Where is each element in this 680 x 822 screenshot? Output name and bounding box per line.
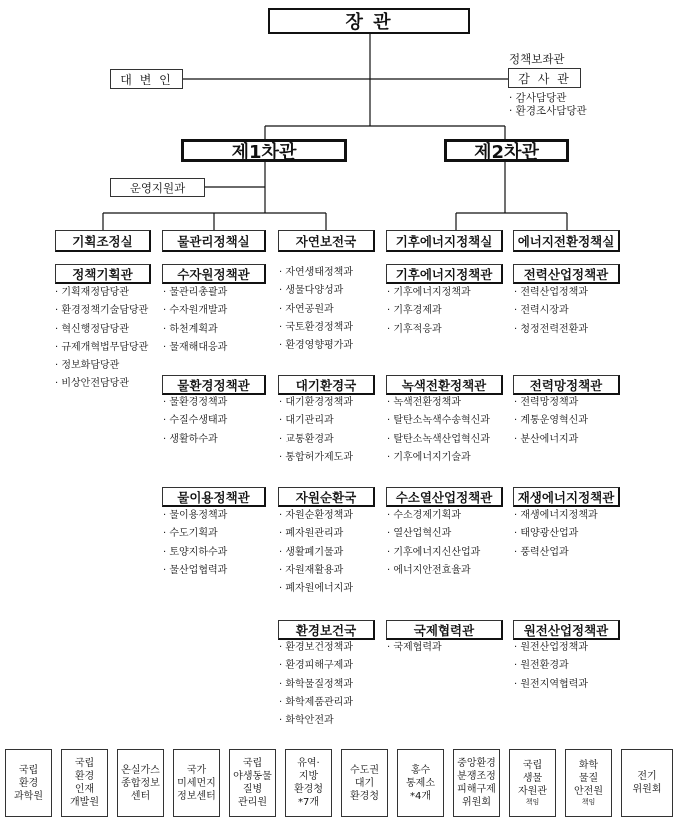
bureau-air-quality[interactable]: 대기환경국 [278, 375, 375, 395]
division-item[interactable]: · 전력시장과 [514, 302, 588, 320]
bureau-policy-planning[interactable]: 정책기획관 [55, 264, 151, 284]
office-climate-energy[interactable]: 기후에너지정책실 [386, 230, 503, 252]
office-nature-conservation[interactable]: 자연보전국 [278, 230, 375, 252]
bureau-water-use[interactable]: 물이용정책관 [162, 487, 266, 507]
agency-subtag: 책임 [581, 798, 596, 806]
water-use-list [163, 507, 227, 580]
nature-conservation-list [279, 264, 353, 355]
division-item[interactable]: · 환경정책기술담당관 [55, 302, 148, 320]
agency-box[interactable]: 국가 미세먼지 정보센터 [173, 749, 220, 817]
minister-box[interactable]: 장 관 [268, 8, 470, 34]
division-item[interactable]: · 하천계획과 [163, 321, 227, 339]
policy-advisor-label: 정책보좌관 [509, 52, 565, 66]
power-industry-list [514, 284, 588, 339]
green-transition-list [387, 394, 490, 467]
division-item[interactable]: · 환경피해구제과 [279, 657, 353, 675]
division-item[interactable]: · 폐자원에너지과 [279, 580, 353, 598]
division-item[interactable]: · 수도기획과 [163, 525, 227, 543]
division-item[interactable]: · 교통환경과 [279, 431, 353, 449]
air-quality-list [279, 394, 353, 467]
division-item[interactable]: · 화학물질정책과 [279, 676, 353, 694]
bureau-environmental-health[interactable]: 환경보건국 [278, 620, 375, 640]
division-item[interactable]: · 자연공원과 [279, 301, 353, 319]
office-water-policy[interactable]: 물관리정책실 [162, 230, 266, 252]
division-item[interactable]: · 수자원개발과 [163, 302, 227, 320]
bureau-nuclear-industry[interactable]: 원전산업정책관 [513, 620, 620, 640]
policy-planning-list [55, 284, 148, 394]
division-item[interactable]: · 화학제품관리과 [279, 694, 353, 712]
division-item[interactable]: · 물관리총괄과 [163, 284, 227, 302]
agency-box[interactable]: 온실가스 종합정보 센터 [117, 749, 164, 817]
division-item[interactable]: · 폐자원관리과 [279, 525, 353, 543]
bureau-hydrogen-heat[interactable]: 수소열산업정책관 [386, 487, 503, 507]
division-item[interactable]: · 탈탄소녹색수송혁신과 [387, 412, 490, 430]
water-resources-list [163, 284, 227, 357]
division-item[interactable]: · 수소경제기획과 [387, 507, 480, 525]
bureau-water-resources[interactable]: 수자원정책관 [162, 264, 266, 284]
division-item[interactable]: · 국제협력과 [387, 639, 442, 657]
division-item[interactable]: · 탈탄소녹색산업혁신과 [387, 431, 490, 449]
division-item[interactable]: · 자원순환정책과 [279, 507, 353, 525]
division-item[interactable]: · 청정전력전환과 [514, 321, 588, 339]
agency-box[interactable]: 국립 환경 과학원 [5, 749, 52, 817]
agency-box[interactable]: 화학 물질 안전원 책임 [565, 749, 612, 817]
division-item[interactable]: · 전력망정책과 [514, 394, 588, 412]
division-item[interactable]: · 풍력산업과 [514, 544, 598, 562]
division-item[interactable]: · 물환경정책과 [163, 394, 227, 412]
division-item[interactable]: · 녹색전환정책과 [387, 394, 490, 412]
climate-energy-list [387, 284, 471, 339]
division-item[interactable]: · 정보화담당관 [55, 357, 148, 375]
division-item[interactable]: · 기후경제과 [387, 302, 471, 320]
division-item[interactable]: · 기후에너지신산업과 [387, 544, 480, 562]
bureau-green-transition[interactable]: 녹색전환정책관 [386, 375, 503, 395]
division-item[interactable]: · 물이용정책과 [163, 507, 227, 525]
division-item[interactable]: · 재생에너지정책과 [514, 507, 598, 525]
agency-box[interactable]: 전기 위원회 [621, 749, 673, 817]
division-item[interactable]: · 환경보건정책과 [279, 639, 353, 657]
agency-box[interactable]: 수도권 대기 환경청 [341, 749, 388, 817]
bureau-resource-circulation[interactable]: 자원순환국 [278, 487, 375, 507]
division-item[interactable]: · 원전산업정책과 [514, 639, 588, 657]
division-item[interactable]: · 통합허가제도과 [279, 449, 353, 467]
agency-box[interactable]: 국립 생물 자원관 책임 [509, 749, 556, 817]
division-item[interactable]: · 기후에너지정책과 [387, 284, 471, 302]
bureau-power-industry[interactable]: 전력산업정책관 [513, 264, 620, 284]
division-item[interactable]: · 자연생태정책과 [279, 264, 353, 282]
water-environment-list [163, 394, 227, 449]
division-item[interactable]: · 생물다양성과 [279, 282, 353, 300]
division-item[interactable]: · 비상안전담당관 [55, 375, 148, 393]
division-item[interactable]: · 환경영향평가과 [279, 337, 353, 355]
division-item[interactable]: · 기후적응과 [387, 321, 471, 339]
nuclear-industry-list [514, 639, 588, 694]
agency-box[interactable]: 유역· 지방 환경청 *7개 [285, 749, 332, 817]
vice-minister-2-box[interactable]: 제2차관 [444, 139, 569, 162]
division-item[interactable]: · 원전환경과 [514, 657, 588, 675]
office-energy-transition[interactable]: 에너지전환정책실 [513, 230, 620, 252]
international-cooperation-list [387, 639, 442, 657]
vice-minister-1-box[interactable]: 제1차관 [181, 139, 347, 162]
division-item[interactable]: · 생활폐기물과 [279, 544, 353, 562]
operations-support-box[interactable]: 운영지원과 [110, 178, 205, 197]
division-item[interactable]: · 에너지안전효율과 [387, 562, 480, 580]
agency-box[interactable]: 국립 환경 인재 개발원 [61, 749, 108, 817]
division-item[interactable]: · 열산업혁신과 [387, 525, 480, 543]
agency-box[interactable]: 국립 야생동물 질병 관리원 [229, 749, 276, 817]
division-item[interactable]: · 계통운영혁신과 [514, 412, 588, 430]
division-item[interactable]: · 물재해대응과 [163, 339, 227, 357]
division-item[interactable]: · 기획재정담당관 [55, 284, 148, 302]
bureau-renewable-energy[interactable]: 재생에너지정책관 [513, 487, 620, 507]
division-item[interactable]: · 규제개혁법무담당관 [55, 339, 148, 357]
division-item[interactable]: · 대기환경정책과 [279, 394, 353, 412]
bureau-water-environment[interactable]: 물환경정책관 [162, 375, 266, 395]
auditor-item: · 감사담당관 [509, 92, 567, 104]
division-item[interactable]: · 수질수생태과 [163, 412, 227, 430]
agency-box[interactable]: 중앙환경 분쟁조정 피해구제 위원회 [453, 749, 500, 817]
division-item[interactable]: · 혁신행정담당관 [55, 321, 148, 339]
division-item[interactable]: · 태양광산업과 [514, 525, 598, 543]
division-item[interactable]: · 분산에너지과 [514, 431, 588, 449]
division-item[interactable]: · 기후에너지기술과 [387, 449, 490, 467]
auditor-item: · 환경조사담당관 [509, 105, 587, 117]
hydrogen-heat-list [387, 507, 480, 580]
division-item[interactable]: · 화학안전과 [279, 712, 353, 730]
division-item[interactable]: · 원전지역협력과 [514, 676, 588, 694]
power-grid-list [514, 394, 588, 449]
resource-circulation-list [279, 507, 353, 598]
division-item[interactable]: · 토양지하수과 [163, 544, 227, 562]
renewable-energy-list [514, 507, 598, 562]
bureau-international-cooperation[interactable]: 국제협력관 [386, 620, 503, 640]
division-item[interactable]: · 국토환경정책과 [279, 319, 353, 337]
office-planning[interactable]: 기획조정실 [55, 230, 151, 252]
agency-subtag: 책임 [525, 798, 540, 806]
bureau-climate-energy[interactable]: 기후에너지정책관 [386, 264, 503, 284]
spokesperson-box[interactable]: 대 변 인 [110, 69, 183, 89]
division-item[interactable]: · 대기관리과 [279, 412, 353, 430]
division-item[interactable]: · 자원재활용과 [279, 562, 353, 580]
environmental-health-list [279, 639, 353, 730]
division-item[interactable]: · 물산업협력과 [163, 562, 227, 580]
division-item[interactable]: · 생활하수과 [163, 431, 227, 449]
auditor-box[interactable]: 감 사 관 [508, 68, 581, 88]
division-item[interactable]: · 전력산업정책과 [514, 284, 588, 302]
bureau-power-grid[interactable]: 전력망정책관 [513, 375, 620, 395]
agency-box[interactable]: 홍수 통제소 *4개 [397, 749, 444, 817]
